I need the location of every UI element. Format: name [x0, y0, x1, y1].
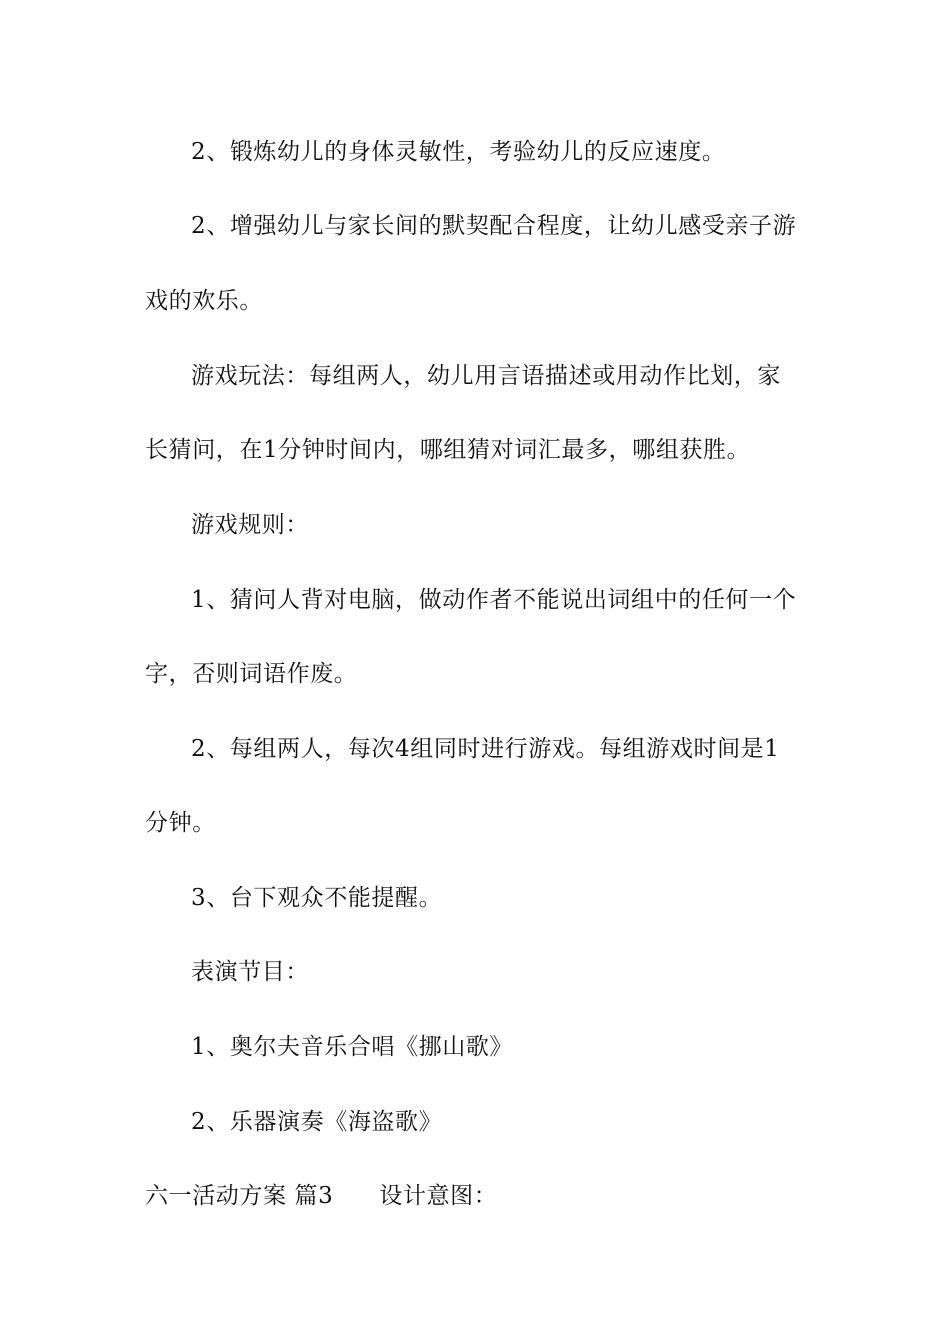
paragraph-line: 2、每组两人，每次4组同时进行游戏。每组游戏时间是1 [191, 736, 780, 762]
paragraph-line: 长猜问，在1分钟时间内，哪组猜对词汇最多，哪组获胜。 [145, 437, 751, 463]
paragraph-line: 1、奥尔夫音乐合唱《挪山歌》 [191, 1034, 514, 1060]
paragraph-line: 2、增强幼儿与家长间的默契配合程度，让幼儿感受亲子游 [191, 213, 797, 239]
paragraph-line: 2、锻炼幼儿的身体灵敏性，考验幼儿的反应速度。 [191, 139, 726, 165]
paragraph-line: 表演节目： [191, 959, 309, 985]
paragraph-line: 2、乐器演奏《海盗歌》 [191, 1109, 443, 1135]
paragraph-line: 3、台下观众不能提醒。 [191, 885, 443, 911]
paragraph-line: 戏的欢乐。 [145, 288, 263, 314]
section-heading [145, 1181, 815, 1211]
paragraph-line: 游戏规则： [191, 512, 309, 538]
section-subtitle: 设计意图： [379, 1183, 498, 1209]
paragraph-line: 1、猜问人背对电脑，做动作者不能说出词组中的任何一个 [191, 587, 797, 613]
section-title: 六一活动方案 篇3 [145, 1183, 334, 1209]
paragraph-line: 游戏玩法：每组两人，幼儿用言语描述或用动作比划，家 [191, 363, 781, 389]
paragraph-line: 分钟。 [145, 810, 216, 836]
paragraph-line: 字，否则词语作废。 [145, 661, 358, 687]
